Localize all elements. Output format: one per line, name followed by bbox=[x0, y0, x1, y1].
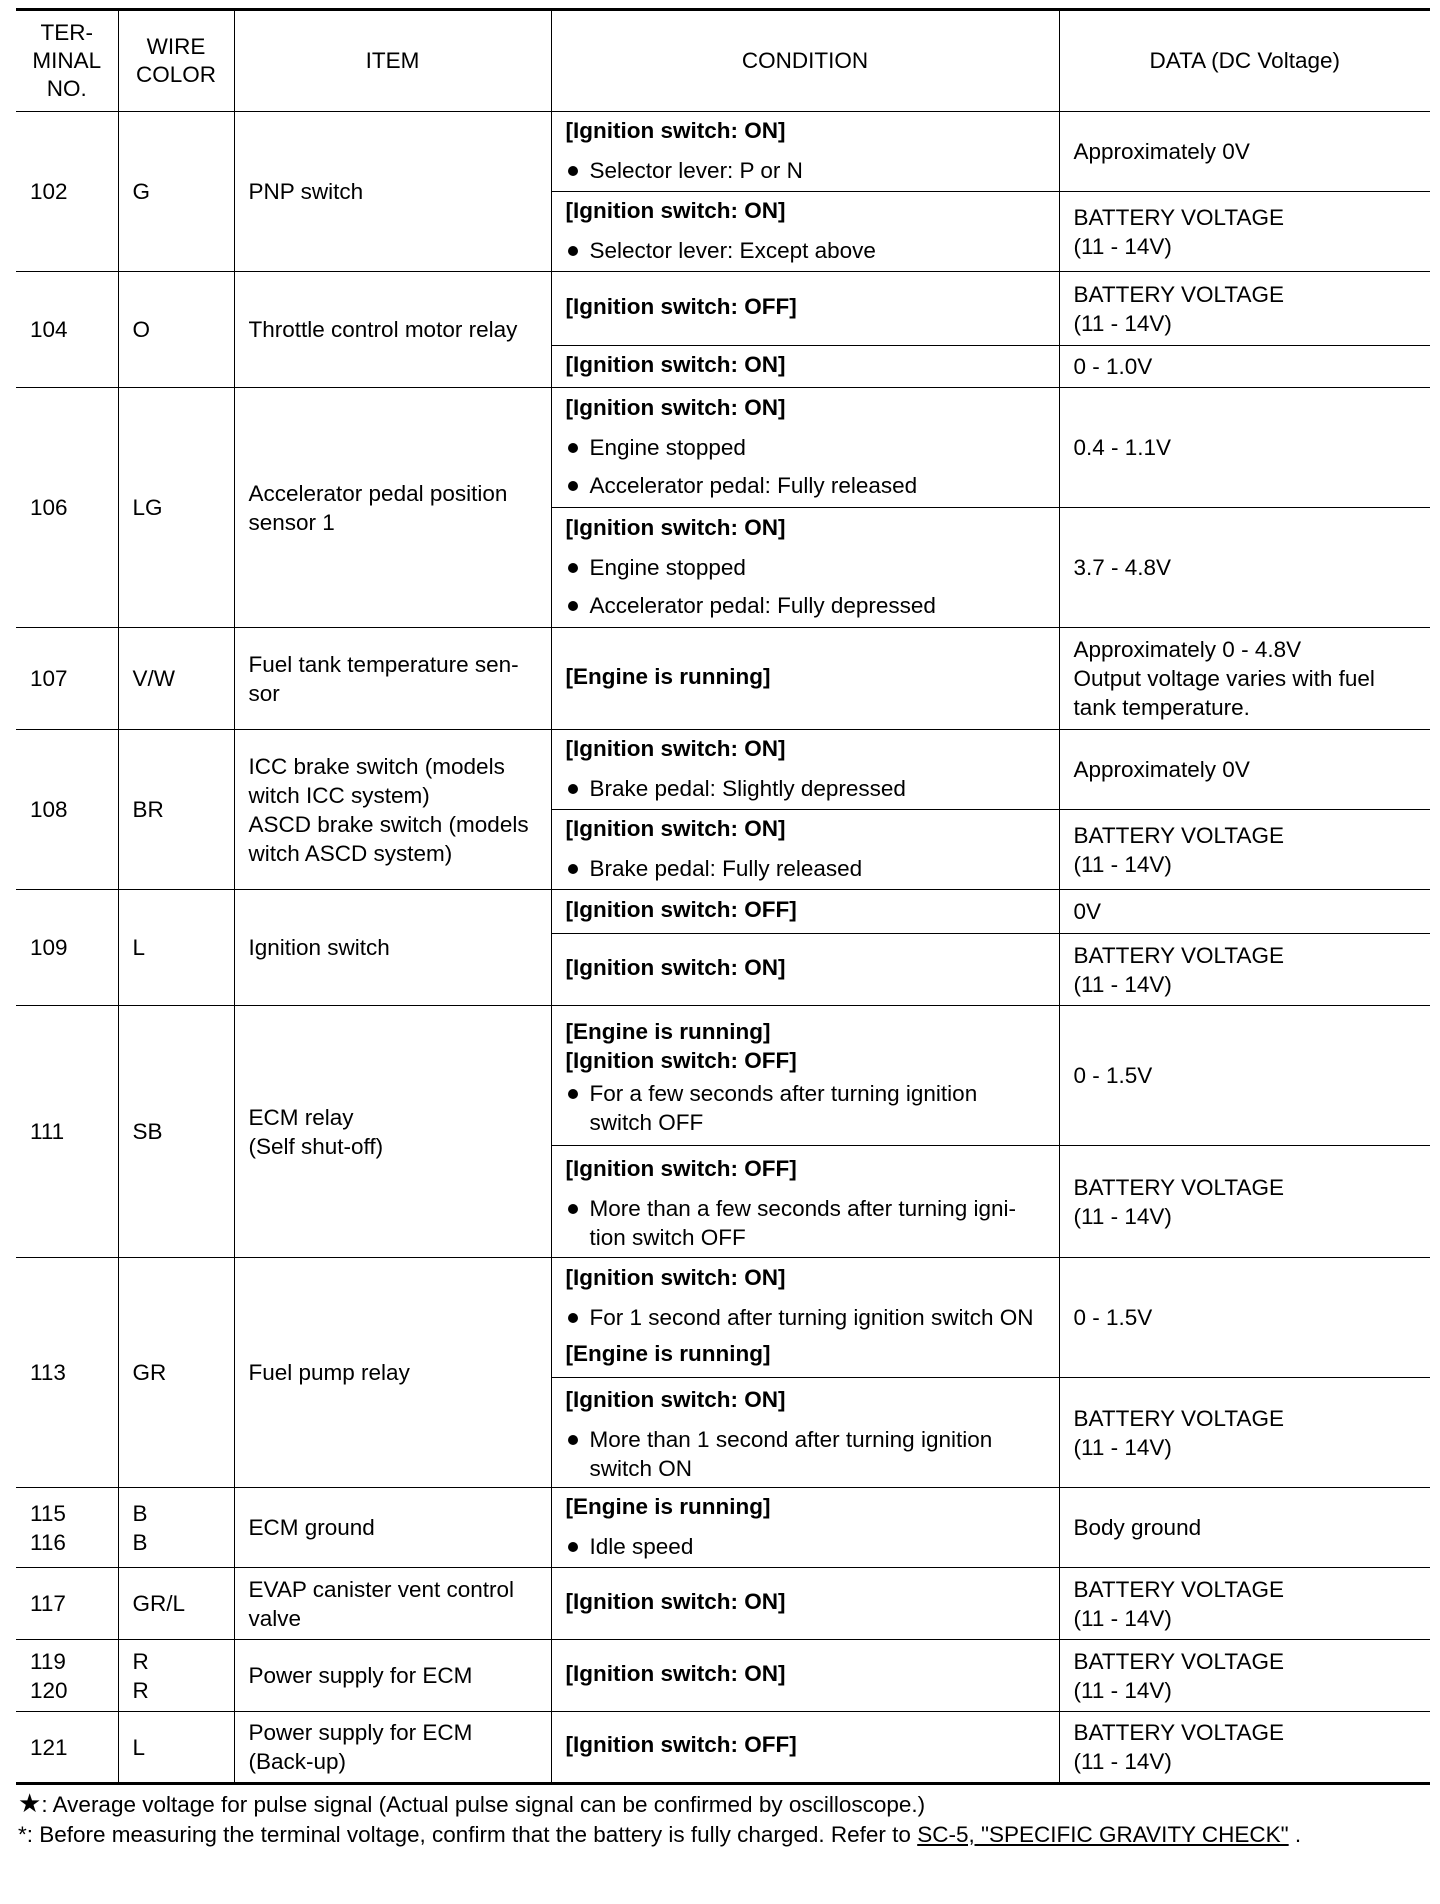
condition-bullet-item: Accelerator pedal: Fully depressed bbox=[566, 587, 1051, 625]
terminal-no-cell: 109 bbox=[16, 890, 118, 1006]
data-voltage-cell: BATTERY VOLTAGE (11 - 14V) bbox=[1059, 272, 1430, 346]
condition-bullet-item: Selector lever: Except above bbox=[566, 232, 1051, 270]
item-cell: Power supply for ECM (Back-up) bbox=[234, 1712, 551, 1784]
condition-bullet-item: More than a few seconds after turning igni- tion switch OFF bbox=[566, 1190, 1051, 1252]
condition-heading: [Engine is running] bbox=[565, 1340, 771, 1366]
terminal-no-cell: 117 bbox=[16, 1568, 118, 1640]
condition-bullet-item: Selector lever: P or N bbox=[566, 152, 1051, 190]
data-voltage-cell: BATTERY VOLTAGE (11 - 14V) bbox=[1059, 810, 1430, 890]
item-cell: Fuel tank temperature sen- sor bbox=[234, 628, 551, 730]
condition-heading: [Ignition switch: ON] bbox=[565, 1660, 786, 1686]
header-data: DATA (DC Voltage) bbox=[1059, 10, 1430, 112]
wire-color-cell: G bbox=[118, 112, 234, 272]
data-voltage-cell: BATTERY VOLTAGE (11 - 14V) bbox=[1059, 1640, 1430, 1712]
footnote-battery-text: : Before measuring the terminal voltage, confirm that the battery is fully charged. Refer to bbox=[26, 1822, 918, 1847]
wire-color-cell: R R bbox=[118, 1640, 234, 1712]
condition-heading: [Engine is running] bbox=[565, 663, 771, 689]
condition-cell bbox=[551, 508, 1059, 628]
condition-cell bbox=[551, 192, 1059, 272]
condition-heading: [Ignition switch: ON] bbox=[565, 514, 786, 540]
specific-gravity-check-link[interactable]: SC-5, "SPECIFIC GRAVITY CHECK" bbox=[917, 1822, 1289, 1847]
condition-cell bbox=[551, 272, 1059, 346]
wire-color-cell: O bbox=[118, 272, 234, 388]
data-voltage-cell: Body ground bbox=[1059, 1488, 1430, 1568]
condition-cell bbox=[551, 1146, 1059, 1258]
condition-bullet-item: Brake pedal: Fully released bbox=[566, 850, 1051, 888]
data-voltage-cell: 0V bbox=[1059, 890, 1430, 934]
condition-cell bbox=[551, 1006, 1059, 1146]
data-voltage-cell: BATTERY VOLTAGE (11 - 14V) bbox=[1059, 1378, 1430, 1488]
table-row bbox=[16, 112, 1430, 192]
condition-cell bbox=[551, 730, 1059, 810]
table-row bbox=[16, 388, 1430, 508]
wire-color-cell: L bbox=[118, 1712, 234, 1784]
condition-heading: [Ignition switch: OFF] bbox=[565, 293, 797, 319]
table-row bbox=[16, 1488, 1430, 1568]
condition-heading: [Ignition switch: ON] bbox=[565, 197, 786, 223]
condition-cell bbox=[551, 1378, 1059, 1488]
condition-cell bbox=[551, 1640, 1059, 1712]
item-cell: EVAP canister vent control valve bbox=[234, 1568, 551, 1640]
wire-color-cell: GR/L bbox=[118, 1568, 234, 1640]
item-cell: Power supply for ECM bbox=[234, 1640, 551, 1712]
condition-heading: [Ignition switch: ON] bbox=[565, 117, 786, 143]
condition-heading: [Engine is running] bbox=[565, 1493, 771, 1519]
condition-bullet-item: More than 1 second after turning ignition switch ON bbox=[566, 1421, 1051, 1483]
table-row bbox=[16, 1568, 1430, 1640]
condition-bullet-item: For a few seconds after turning ignition switch OFF bbox=[566, 1075, 1051, 1137]
table-row bbox=[16, 890, 1430, 934]
table-header bbox=[16, 10, 1430, 112]
terminal-no-cell: 111 bbox=[16, 1006, 118, 1258]
item-cell: ECM ground bbox=[234, 1488, 551, 1568]
terminal-no-cell: 121 bbox=[16, 1712, 118, 1784]
header-row bbox=[16, 10, 1430, 112]
data-voltage-cell: 0.4 - 1.1V bbox=[1059, 388, 1430, 508]
terminal-no-cell: 119 120 bbox=[16, 1640, 118, 1712]
item-cell: Ignition switch bbox=[234, 890, 551, 1006]
condition-cell bbox=[551, 1258, 1059, 1378]
condition-bullet-item: For 1 second after turning ignition switch ON bbox=[566, 1299, 1051, 1337]
condition-heading: [Ignition switch: ON] bbox=[565, 954, 786, 980]
data-voltage-cell: BATTERY VOLTAGE (11 - 14V) bbox=[1059, 1712, 1430, 1784]
data-voltage-cell: 0 - 1.5V bbox=[1059, 1006, 1430, 1146]
wire-color-cell: GR bbox=[118, 1258, 234, 1488]
condition-cell bbox=[551, 112, 1059, 192]
ecm-terminal-table bbox=[16, 8, 1430, 1785]
table-row bbox=[16, 1712, 1430, 1784]
condition-cell bbox=[551, 1712, 1059, 1784]
wire-color-cell: BR bbox=[118, 730, 234, 890]
terminal-no-cell: 113 bbox=[16, 1258, 118, 1488]
wire-color-cell: B B bbox=[118, 1488, 234, 1568]
condition-cell bbox=[551, 1488, 1059, 1568]
table-row bbox=[16, 1006, 1430, 1146]
condition-heading: [Ignition switch: ON] bbox=[565, 351, 786, 377]
item-cell: Fuel pump relay bbox=[234, 1258, 551, 1488]
condition-cell bbox=[551, 388, 1059, 508]
condition-cell bbox=[551, 628, 1059, 730]
terminal-no-cell: 102 bbox=[16, 112, 118, 272]
condition-heading: [Ignition switch: OFF] bbox=[565, 1732, 797, 1757]
wire-color-cell: L bbox=[118, 890, 234, 1006]
item-cell: ICC brake switch (models witch ICC system) ASCD brake switch (models witch ASCD system) bbox=[234, 730, 551, 890]
condition-heading: [Ignition switch: ON] bbox=[565, 735, 786, 761]
header-condition: CONDITION bbox=[551, 10, 1059, 112]
table-row bbox=[16, 1640, 1430, 1712]
wire-color-cell: SB bbox=[118, 1006, 234, 1258]
terminal-no-cell: 106 bbox=[16, 388, 118, 628]
condition-bullet-item: Engine stopped bbox=[566, 549, 1051, 587]
condition-heading: [Ignition switch: ON] bbox=[565, 394, 786, 420]
wire-color-cell: LG bbox=[118, 388, 234, 628]
item-cell: Accelerator pedal position sensor 1 bbox=[234, 388, 551, 628]
footnote-battery bbox=[18, 1820, 1418, 1850]
table-body bbox=[16, 112, 1430, 1784]
data-voltage-cell: Approximately 0V bbox=[1059, 112, 1430, 192]
data-voltage-cell: Approximately 0V bbox=[1059, 730, 1430, 810]
data-voltage-cell: BATTERY VOLTAGE (11 - 14V) bbox=[1059, 934, 1430, 1006]
footnote-trailing: . bbox=[1288, 1822, 1302, 1847]
condition-cell bbox=[551, 890, 1059, 934]
condition-cell bbox=[551, 934, 1059, 1006]
star-icon: ★ bbox=[18, 1788, 42, 1818]
condition-heading: [Ignition switch: ON] bbox=[565, 1264, 786, 1290]
condition-heading: [Ignition switch: ON] bbox=[565, 815, 786, 841]
table-row bbox=[16, 730, 1430, 810]
condition-heading: [Ignition switch: OFF] bbox=[565, 896, 797, 922]
table-row bbox=[16, 1258, 1430, 1378]
terminal-no-cell: 115 116 bbox=[16, 1488, 118, 1568]
data-voltage-cell: 0 - 1.5V bbox=[1059, 1258, 1430, 1378]
condition-cell bbox=[551, 1568, 1059, 1640]
condition-heading: [Ignition switch: ON] bbox=[565, 1386, 786, 1412]
terminal-no-cell: 108 bbox=[16, 730, 118, 890]
header-item: ITEM bbox=[234, 10, 551, 112]
header-terminal-no: TER- MINAL NO. bbox=[16, 10, 118, 112]
data-voltage-cell: 3.7 - 4.8V bbox=[1059, 508, 1430, 628]
item-cell: PNP switch bbox=[234, 112, 551, 272]
footnotes bbox=[18, 1788, 1418, 1850]
data-voltage-cell: BATTERY VOLTAGE (11 - 14V) bbox=[1059, 1568, 1430, 1640]
wire-color-cell: V/W bbox=[118, 628, 234, 730]
header-wire-color: WIRE COLOR bbox=[118, 10, 234, 112]
footnote-pulse-signal bbox=[18, 1788, 1418, 1820]
condition-bullet-item: Brake pedal: Slightly depressed bbox=[566, 770, 1051, 808]
condition-heading: [Engine is running] [Ignition switch: OFF] bbox=[565, 1018, 797, 1073]
asterisk-symbol: * bbox=[18, 1822, 27, 1847]
data-voltage-cell: Approximately 0 - 4.8V Output voltage varies with fuel tank temperature. bbox=[1059, 628, 1430, 730]
condition-bullet-item: Idle speed bbox=[566, 1528, 1051, 1566]
condition-heading: [Ignition switch: ON] bbox=[565, 1588, 786, 1614]
condition-cell bbox=[551, 346, 1059, 388]
data-voltage-cell: BATTERY VOLTAGE (11 - 14V) bbox=[1059, 1146, 1430, 1258]
footnote-pulse-text: : Average voltage for pulse signal (Actual pulse signal can be confirmed by oscilloscope.) bbox=[41, 1792, 926, 1817]
item-cell: ECM relay (Self shut-off) bbox=[234, 1006, 551, 1258]
terminal-no-cell: 104 bbox=[16, 272, 118, 388]
condition-cell bbox=[551, 810, 1059, 890]
item-cell: Throttle control motor relay bbox=[234, 272, 551, 388]
condition-bullet-item: Accelerator pedal: Fully released bbox=[566, 467, 1051, 505]
data-voltage-cell: 0 - 1.0V bbox=[1059, 346, 1430, 388]
condition-heading: [Ignition switch: OFF] bbox=[565, 1155, 797, 1181]
terminal-no-cell: 107 bbox=[16, 628, 118, 730]
condition-bullet-item: Engine stopped bbox=[566, 429, 1051, 467]
table-row bbox=[16, 628, 1430, 730]
table-row bbox=[16, 272, 1430, 346]
data-voltage-cell: BATTERY VOLTAGE (11 - 14V) bbox=[1059, 192, 1430, 272]
